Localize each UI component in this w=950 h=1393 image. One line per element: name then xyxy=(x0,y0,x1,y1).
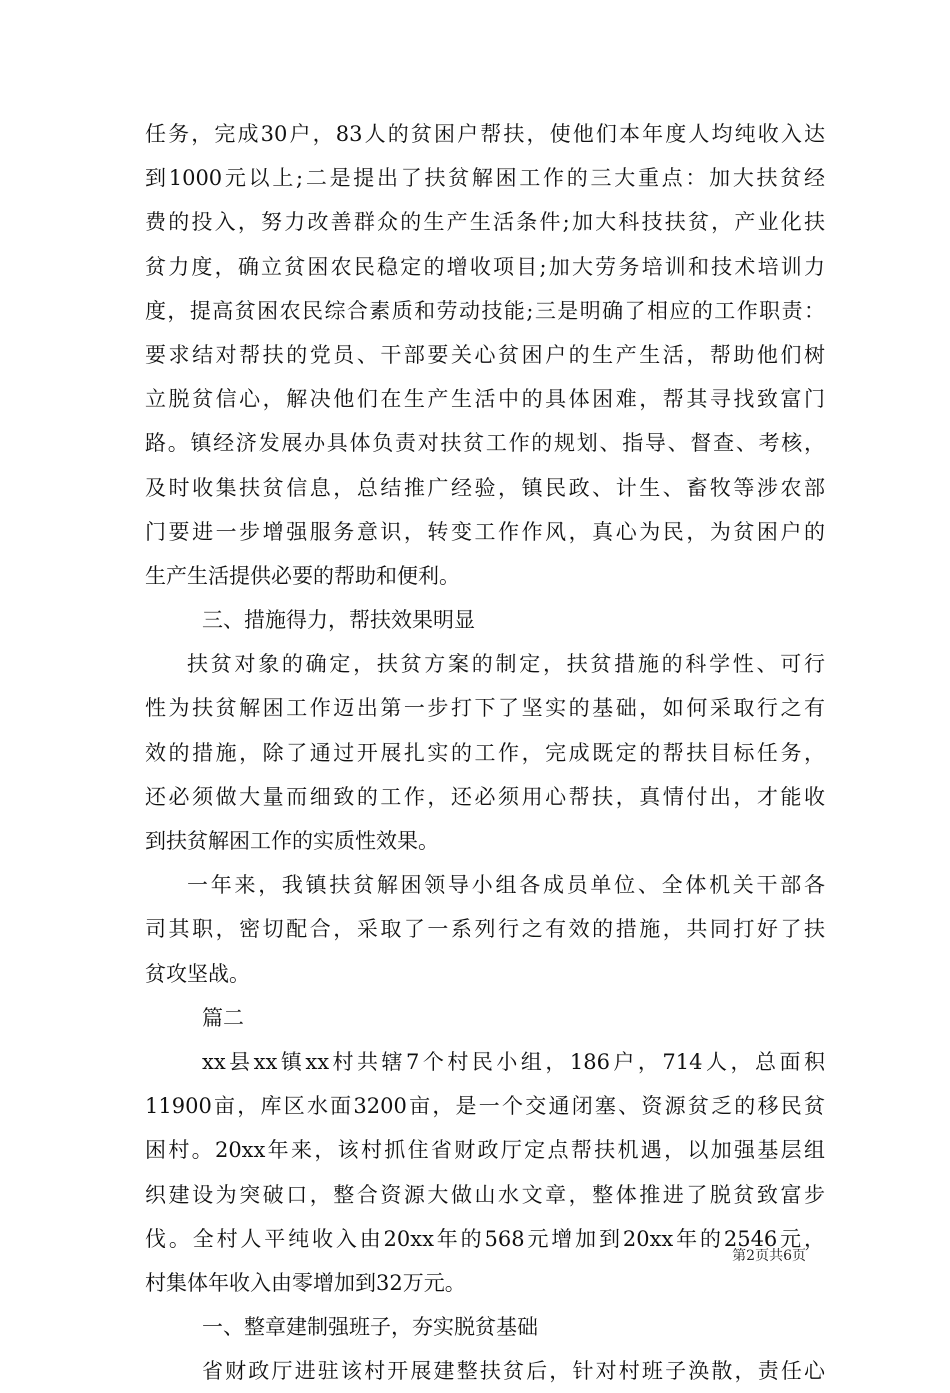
text-line: 到1000元以上;二是提出了扶贫解困工作的三大重点：加大扶贫经 xyxy=(145,166,825,191)
section-heading-1 xyxy=(145,1305,825,1349)
text-line: xx县xx镇xx村共辖7个村民小组，186户，714人，总面积 xyxy=(202,1049,825,1074)
text-line: 要求结对帮扶的党员、干部要关心贫困户的生产生活，帮助他们树 xyxy=(145,342,825,367)
text-line: 省财政厅进驻该村开展建整扶贫后，针对村班子涣散，责任心 xyxy=(202,1359,825,1384)
text-line: 11900亩，库区水面3200亩，是一个交通闭塞、资源贫乏的移民贫 xyxy=(145,1094,825,1119)
paragraph-1 xyxy=(145,112,825,598)
paragraph-5 xyxy=(145,1349,825,1393)
text-line: 费的投入，努力改善群众的生产生活条件;加大科技扶贫，产业化扶 xyxy=(145,210,825,235)
text-line: 还必须做大量而细致的工作，还必须用心帮扶，真情付出，才能收 xyxy=(145,784,825,809)
text-line: 及时收集扶贫信息，总结推广经验，镇民政、计生、畜牧等涉农部 xyxy=(145,475,825,500)
text-line: 扶贫对象的确定，扶贫方案的制定，扶贫措施的科学性、可行 xyxy=(187,652,825,677)
text-line: 织建设为突破口，整合资源大做山水文章，整体推进了脱贫致富步 xyxy=(145,1182,825,1207)
text-line: 到扶贫解困工作的实质性效果。 xyxy=(145,829,439,853)
paragraph-3 xyxy=(145,863,825,996)
page-number: 第2页共6页 xyxy=(732,1248,806,1264)
text-line: 伐。全村人平纯收入由20xx年的568元增加到20xx年的2546元， xyxy=(145,1226,825,1251)
text-line: 司其职，密切配合，采取了一系列行之有效的措施，共同打好了扶 xyxy=(145,917,825,942)
heading-line: 一、整章建制强班子，夯实脱贫基础 xyxy=(202,1315,538,1340)
text-line: 效的措施，除了通过开展扎实的工作，完成既定的帮扶目标任务， xyxy=(145,740,825,765)
text-line: 门要进一步增强服务意识，转变工作作风，真心为民，为贫困户的 xyxy=(145,519,825,544)
text-line: 立脱贫信心，解决他们在生产生活中的具体困难，帮其寻找致富门 xyxy=(145,387,825,412)
heading-line: 三、措施得力，帮扶效果明显 xyxy=(202,608,475,633)
text-line: 生产生活提供必要的帮助和便利。 xyxy=(145,563,460,588)
text-line: 度，提高贫困农民综合素质和劳动技能;三是明确了相应的工作职责： xyxy=(145,298,825,323)
section-title-2 xyxy=(145,996,825,1040)
text-line: 村集体年收入由零增加到32万元。 xyxy=(145,1270,466,1295)
text-line: 任务，完成30户，83人的贫困户帮扶，使他们本年度人均纯收入达 xyxy=(145,122,825,146)
section-heading-3 xyxy=(145,598,825,642)
document-body xyxy=(145,112,825,1393)
section-title: 篇二 xyxy=(202,1005,244,1030)
paragraph-2 xyxy=(145,642,825,863)
paragraph-4 xyxy=(145,1040,825,1305)
text-line: 贫力度，确立贫困农民稳定的增收项目;加大劳务培训和技术培训力 xyxy=(145,254,825,279)
text-line: 性为扶贫解困工作迈出第一步打下了坚实的基础，如何采取行之有 xyxy=(145,696,825,721)
text-line: 困村。20xx年来，该村抓住省财政厅定点帮扶机遇，以加强基层组 xyxy=(145,1138,825,1163)
text-line: 贫攻坚战。 xyxy=(145,961,250,986)
text-line: 路。镇经济发展办具体负责对扶贫工作的规划、指导、督查、考核， xyxy=(145,431,825,456)
text-line: 一年来，我镇扶贫解困领导小组各成员单位、全体机关干部各 xyxy=(187,873,825,898)
